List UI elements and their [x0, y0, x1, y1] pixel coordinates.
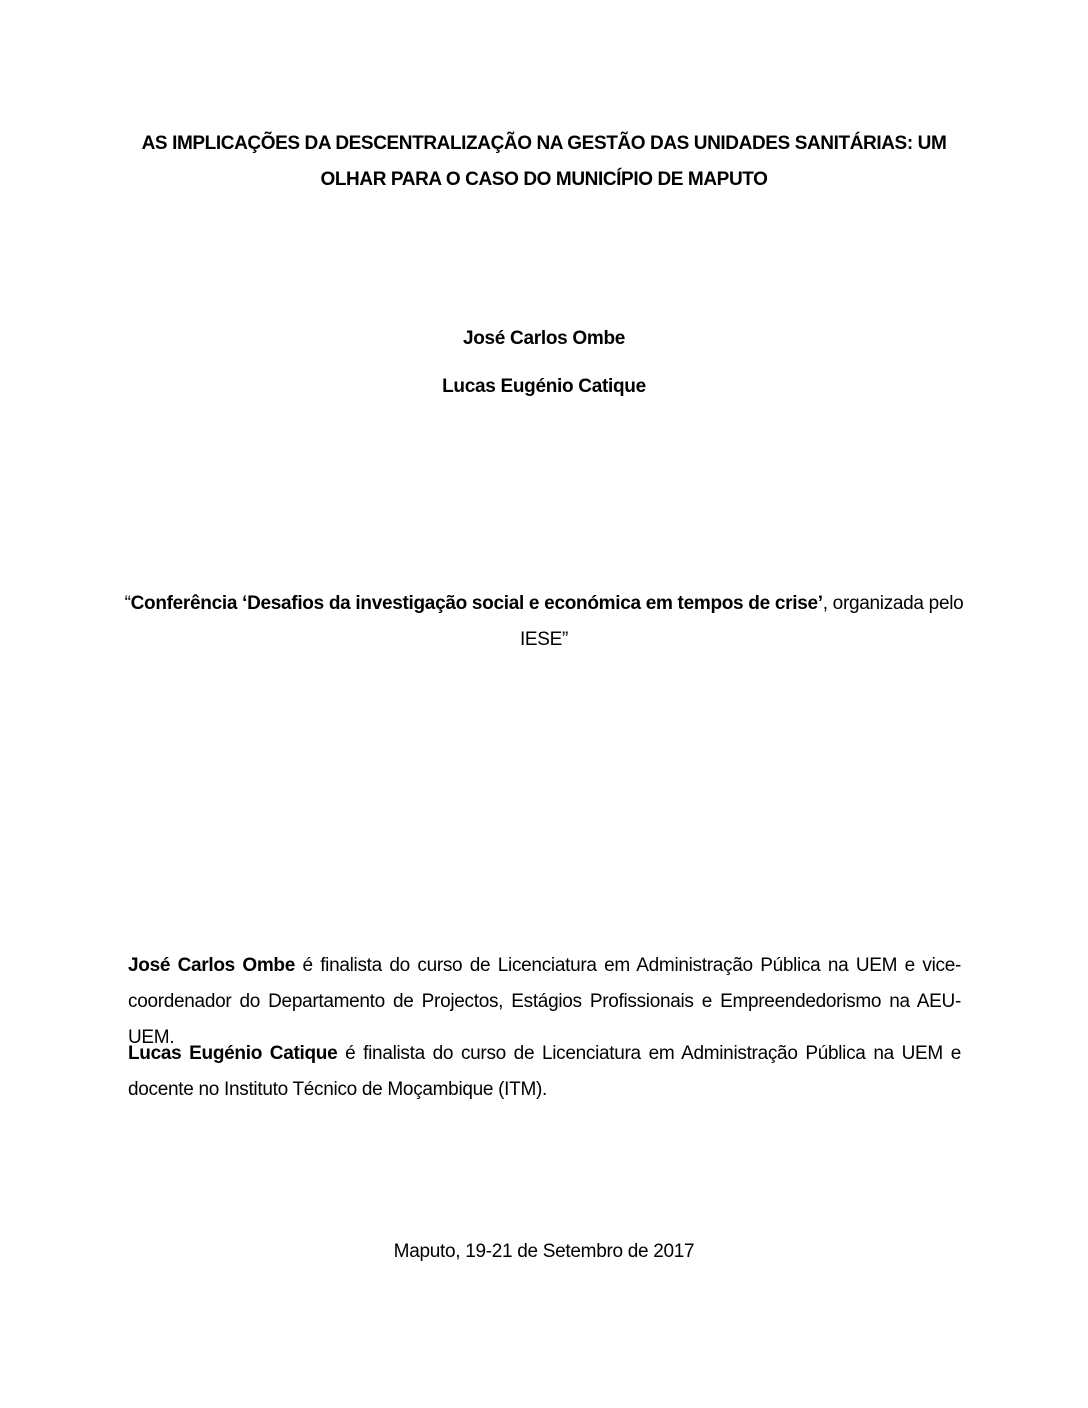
document-title [120, 126, 968, 198]
conference-note [120, 586, 968, 658]
author-bio-1-text: é finalista do curso de Licenciatura em Administração Pública na UEM e vice-coordenador do Departamento de Projectos, Estágios Profissionais e Empreendedorismo na AEU-UEM. [128, 955, 962, 1048]
conference-organizer: , organizada pelo IESE” [519, 593, 964, 650]
author-name-1: José Carlos Ombe [462, 328, 626, 349]
conference-open-quote: “ [124, 593, 131, 614]
author-bio-2-name: Lucas Eugénio Catique [128, 1043, 338, 1064]
title-line-1: AS IMPLICAÇÕES DA DESCENTRALIZAÇÃO NA GESTÃO DAS UNIDADES SANITÁRIAS: UM [141, 133, 947, 154]
author-bio-2-text: é finalista do curso de Licenciatura em Administração Pública na UEM e docente no Instituto Técnico de Moçambique (ITM). [128, 1043, 961, 1100]
conference-name: Conferência ‘Desafios da investigação social e económica em tempos de crise’ [130, 593, 823, 614]
title-line-2: OLHAR PARA O CASO DO MUNICÍPIO DE MAPUTO [320, 169, 768, 190]
place-and-date: Maputo, 19-21 de Setembro de 2017 [393, 1241, 695, 1262]
author-bio-1-name: José Carlos Ombe [128, 955, 296, 976]
author-name-2: Lucas Eugénio Catique [442, 376, 646, 397]
author-bio-2 [128, 1036, 961, 1108]
